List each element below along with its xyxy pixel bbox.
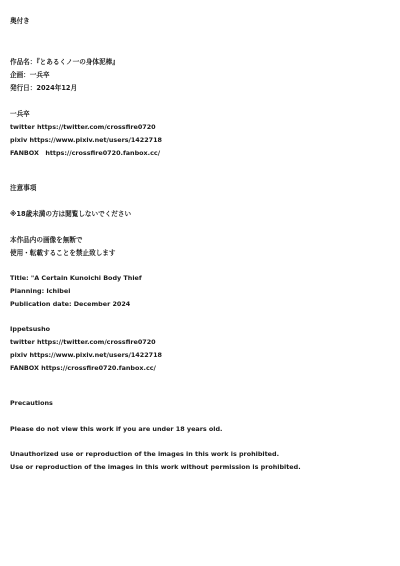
precautions-line2: Use or reproduction of the images in this work without permission is prohibited. bbox=[10, 463, 301, 471]
planning: 企画：一兵卒 bbox=[10, 71, 50, 79]
english-title: Title: "A Certain Kunoichi Body Thief bbox=[10, 274, 142, 282]
copyright-notice-line2: 使用・転載することを禁止致します bbox=[10, 249, 116, 257]
english-pixiv-link[interactable]: pixiv https://www.pixiv.net/users/1422718 bbox=[10, 351, 162, 359]
fanbox-link[interactable]: FANBOX https://crossfire0720.fanbox.cc/ bbox=[10, 149, 161, 157]
english-author: Ippetsusho bbox=[10, 325, 51, 333]
issue-date: 発行日：2024年12月 bbox=[10, 84, 78, 92]
english-publication-date: Publication date: December 2024 bbox=[10, 300, 131, 308]
copyright-notice-line1: 本作品内の画像を無断で bbox=[10, 236, 83, 244]
author-name: 一兵卒 bbox=[10, 110, 30, 118]
pixiv-link[interactable]: pixiv https://www.pixiv.net/users/1422718 bbox=[10, 136, 162, 144]
precautions-heading: Precautions bbox=[10, 399, 53, 407]
work-title: 作品名：『とあるくノ一の身体泥棒』 bbox=[10, 58, 119, 66]
precautions-age: Please do not view this work if you are under 18 years old. bbox=[10, 425, 223, 433]
twitter-link[interactable]: twitter https://twitter.com/crossfire0720 bbox=[10, 123, 156, 131]
english-twitter-link[interactable]: twitter https://twitter.com/crossfire0720 bbox=[10, 338, 156, 346]
colophon-heading: 奥付き bbox=[10, 17, 30, 25]
precautions-line1: Unauthorized use or reproduction of the images in this work is prohibited. bbox=[10, 450, 279, 458]
age-notice: ※18歳未満の方は閲覧しないでください bbox=[10, 210, 132, 218]
notice-heading: 注意事項 bbox=[10, 184, 37, 192]
english-planning: Planning: Ichibei bbox=[10, 287, 71, 295]
english-fanbox-link[interactable]: FANBOX https://crossfire0720.fanbox.cc/ bbox=[10, 364, 156, 372]
